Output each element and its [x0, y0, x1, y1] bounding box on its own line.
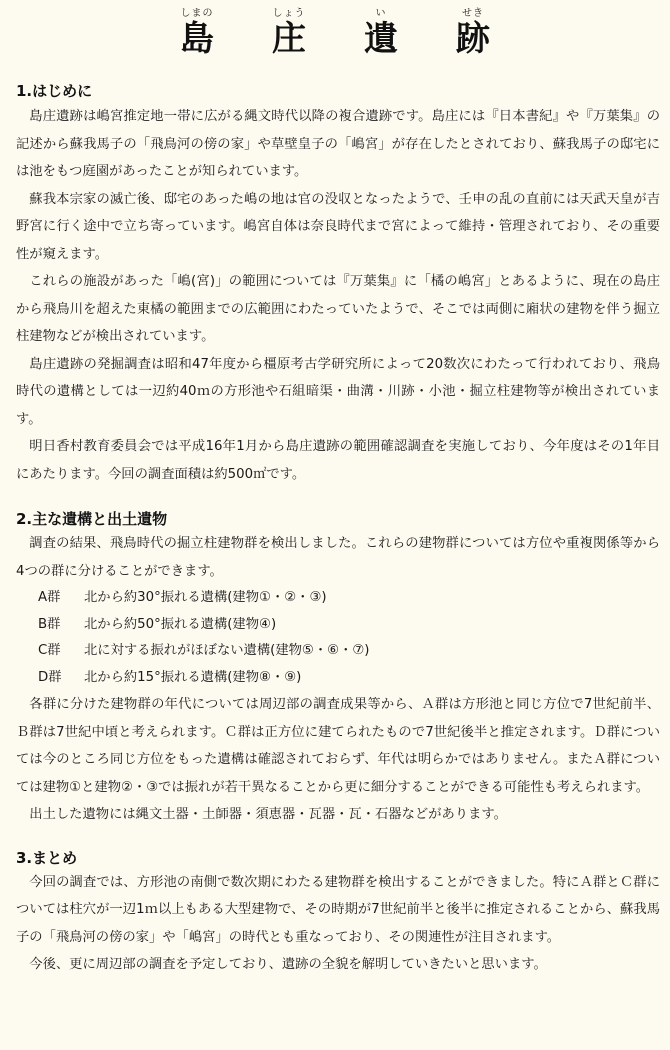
paragraph: 各群に分けた建物群の年代については周辺部の調査成果等から、Ａ群は方形池と同じ方位で7世紀前半、Ｂ群は7世紀中頃と考えられます。Ｃ群は正方位に建てられたもので7世紀後半と推定されます。Ｄ群については今のところ同じ方位をもった遺構は確認されておらず、年代は明らかではありません。またＡ群については建物①と建物②・③では振れが若干異なることから更に細分することができる可能性も考えられます。 — [16, 697, 660, 795]
title-char: 庄 — [272, 19, 306, 59]
building-group-list — [16, 585, 660, 691]
page-title — [0, 4, 670, 59]
paragraph: 出土した遺物には縄文土器・土師器・須恵器・瓦器・瓦・石器などがあります。 — [29, 807, 507, 822]
ruby-text: しょう — [272, 8, 306, 19]
group-name: C群 — [38, 643, 61, 658]
list-item — [16, 665, 660, 692]
group-name: B群 — [38, 616, 61, 632]
paragraph: 蘇我本宗家の滅亡後、邸宅のあった嶋の地は官の没収となったようで、壬申の乱の直前には天武天皇が吉野宮に行く途中で立ち寄っています。嶋宮自体は奈良時代まで宮によって維持・管理されており、その重要性が窺えます。 — [16, 191, 660, 262]
paragraph: 今回の調査では、方形池の南側で数次期にわたる建物群を検出することができました。特にＡ群とＣ群については柱穴が一辺1ｍ以上もある大型建物で、その時期が7世紀前半と後半に推定されることから、蘇我馬子の「飛鳥河の傍の家」や「嶋宮」の時代とも重なっており、その関連性が注目されます。 — [16, 874, 660, 945]
section-summary — [16, 847, 660, 979]
paragraph: これらの施設があった「嶋(宮)」の範囲については『万葉集』に「橘の嶋宮」とあるように、現在の島庄から飛鳥川を超えた東橘の範囲までの広範囲にわたっていたようで、そこでは両側に廂状の建物を伴う掘立柱建物などが検出されています。 — [16, 274, 660, 344]
group-description: 北に対する振れがほぼない遺構(建物⑤・⑥・⑦) — [84, 643, 370, 658]
section-features-and-artifacts — [16, 508, 660, 829]
document-body — [16, 80, 660, 979]
list-item — [16, 638, 660, 665]
group-name: A群 — [38, 590, 61, 605]
section-heading: 3.まとめ — [16, 848, 78, 867]
title-char: 島 — [180, 19, 214, 59]
group-name: D群 — [38, 669, 62, 685]
paragraph: 明日香村教育委員会では平成16年1月から島庄遺跡の範囲確認調査を実施しており、今年度はその1年目にあたります。今回の調査面積は約500㎡です。 — [16, 439, 660, 482]
title-ruby — [0, 4, 670, 19]
title-char: 遺 — [364, 19, 398, 59]
ruby-text: しまの — [180, 8, 214, 19]
paragraph: 島庄遺跡の発掘調査は昭和47年度から橿原考古学研究所によって20数次にわたって行われており、飛鳥時代の遺構としては一辺約40ｍの方形池や石組暗渠・曲溝・川跡・小池・掘立柱建物等が検出されています。 — [16, 356, 660, 427]
section-heading: 1.はじめに — [16, 82, 93, 100]
list-item — [16, 612, 660, 639]
section-heading: 2.主な遺構と出土遺物 — [16, 510, 168, 528]
title-text — [0, 19, 670, 59]
paragraph: 今後、更に周辺部の調査を予定しており、遺跡の全貌を解明していきたいと思います。 — [29, 957, 547, 972]
group-description: 北から約50°振れる遺構(建物④) — [84, 616, 277, 632]
group-description: 北から約15°振れる遺構(建物⑧・⑨) — [84, 669, 302, 685]
ruby-text: い — [375, 8, 387, 19]
paragraph: 調査の結果、飛鳥時代の掘立柱建物群を検出しました。これらの建物群については方位や重複関係等から4つの群に分けることができます。 — [16, 536, 660, 579]
list-item — [16, 585, 660, 612]
section-introduction — [16, 80, 660, 488]
title-char: 跡 — [456, 19, 490, 59]
ruby-text: せき — [462, 8, 484, 19]
paragraph: 島庄遺跡は嶋宮推定地一帯に広がる縄文時代以降の複合遺跡です。島庄には『日本書紀』や『万葉集』の記述から蘇我馬子の「飛鳥河の傍の家」や草壁皇子の「嶋宮」が存在したとされており、蘇我馬子の邸宅には池をもつ庭園があったことが知られています。 — [16, 109, 660, 179]
group-description: 北から約30°振れる遺構(建物①・②・③) — [84, 590, 327, 605]
